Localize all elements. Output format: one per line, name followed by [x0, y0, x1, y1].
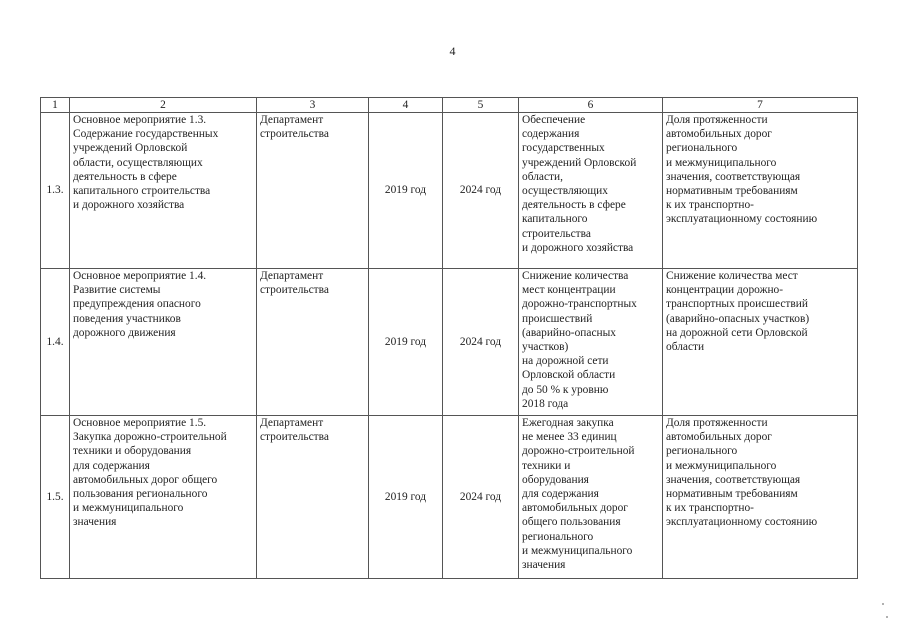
indicator-line: автомобильных дорог: [666, 431, 772, 444]
event-line: и дорожного хозяйства: [73, 199, 185, 212]
result-line: Обеспечение: [522, 114, 586, 126]
event-line: Развитие системы: [73, 284, 161, 297]
department-line: Департамент: [260, 270, 324, 282]
indicator-line: нормативным требованиям: [666, 488, 798, 501]
header-cell: 1: [41, 98, 70, 113]
event-cell: [70, 416, 257, 579]
scan-speck: [886, 616, 888, 618]
indicator-line: Доля протяженности: [666, 114, 768, 126]
event-line: и межмуниципального: [73, 502, 184, 515]
indicator-cell: [663, 269, 858, 416]
department-cell: [257, 416, 369, 579]
header-cell: 5: [443, 98, 519, 113]
result-line: на дорожной сети: [522, 355, 609, 368]
event-line: значения: [73, 516, 117, 529]
result-line: не менее 33 единиц: [522, 431, 617, 444]
event-line: автомобильных дорог общего: [73, 473, 218, 486]
result-line: государственных: [522, 142, 605, 155]
indicator-line: нормативным требованиям: [666, 185, 798, 198]
indicator-cell: [663, 113, 858, 269]
result-line: Ежегодная закупка: [522, 417, 614, 429]
indicator-line: значения, соответствующая: [666, 170, 801, 183]
header-cell: 3: [257, 98, 369, 113]
result-line: регионального: [522, 530, 594, 543]
measures-table: [40, 97, 858, 579]
indicator-line: эксплуатационному состоянию: [666, 516, 818, 529]
indicator-line: (аварийно-опасных участков): [666, 312, 810, 325]
indicator-line: регионального: [666, 445, 738, 458]
department-line: строительства: [260, 128, 329, 141]
start-year: 2019 год: [369, 269, 443, 416]
department-line: Департамент: [260, 114, 324, 126]
result-line: значения: [522, 559, 566, 572]
header-cell: 4: [369, 98, 443, 113]
event-line: пользования регионального: [73, 488, 208, 501]
result-line: происшествий: [522, 312, 593, 325]
row-number: 1.4.: [41, 269, 70, 416]
indicator-line: и межмуниципального: [666, 459, 777, 472]
indicator-line: к их транспортно-: [666, 199, 754, 212]
table-row: [41, 269, 858, 416]
indicator-line: на дорожной сети Орловской: [666, 326, 808, 339]
event-cell: [70, 269, 257, 416]
event-line: Закупка дорожно-строительной: [73, 431, 227, 444]
indicator-cell: [663, 416, 858, 579]
result-cell: [519, 269, 663, 416]
event-line: капитального строительства: [73, 185, 211, 198]
event-line: области, осуществляющих: [73, 156, 203, 169]
event-line: поведения участников: [73, 312, 181, 325]
header-cell: 2: [70, 98, 257, 113]
result-line: деятельность в сфере: [522, 199, 626, 212]
result-line: Орловской области: [522, 369, 616, 382]
indicator-line: Доля протяженности: [666, 417, 768, 429]
indicator-line: значения, соответствующая: [666, 473, 801, 486]
end-year: 2024 год: [443, 113, 519, 269]
result-line: строительства: [522, 227, 591, 240]
event-line: Основное мероприятие 1.4.: [73, 270, 207, 282]
event-line: предупреждения опасного: [73, 298, 201, 311]
table-row: [41, 113, 858, 269]
event-line: Основное мероприятие 1.3.: [73, 114, 207, 126]
scan-speck: [882, 603, 884, 605]
department-line: строительства: [260, 431, 329, 444]
event-line: деятельность в сфере: [73, 170, 177, 183]
indicator-line: к их транспортно-: [666, 502, 754, 515]
result-line: оборудования: [522, 473, 589, 486]
result-line: техники и: [522, 459, 571, 472]
indicator-line: и межмуниципального: [666, 156, 777, 169]
event-line: Основное мероприятие 1.5.: [73, 417, 207, 429]
event-line: для содержания: [73, 459, 150, 472]
start-year: 2019 год: [369, 416, 443, 579]
result-line: и межмуниципального: [522, 544, 633, 557]
indicator-line: эксплуатационному состоянию: [666, 213, 818, 226]
result-line: Снижение количества: [522, 270, 629, 282]
event-line: дорожного движения: [73, 326, 176, 339]
result-line: 2018 года: [522, 397, 569, 410]
result-cell: [519, 113, 663, 269]
row-number: 1.5.: [41, 416, 70, 579]
department-line: строительства: [260, 284, 329, 297]
indicator-line: автомобильных дорог: [666, 128, 772, 141]
indicator-line: концентрации дорожно-: [666, 284, 784, 297]
indicator-line: Снижение количества мест: [666, 270, 798, 282]
row-number: 1.3.: [41, 113, 70, 269]
result-line: (аварийно-опасных: [522, 326, 616, 339]
department-cell: [257, 269, 369, 416]
result-line: содержания: [522, 128, 580, 141]
result-line: капитального: [522, 213, 588, 226]
end-year: 2024 год: [443, 416, 519, 579]
indicator-line: области: [666, 341, 705, 354]
indicator-line: регионального: [666, 142, 738, 155]
result-line: области,: [522, 170, 563, 183]
start-year: 2019 год: [369, 113, 443, 269]
result-line: дорожно-транспортных: [522, 298, 637, 311]
table-row: [41, 416, 858, 579]
result-line: дорожно-строительной: [522, 445, 635, 458]
result-line: до 50 % к уровню: [522, 383, 609, 396]
end-year: 2024 год: [443, 269, 519, 416]
header-cell: 6: [519, 98, 663, 113]
result-line: мест концентрации: [522, 284, 616, 297]
event-line: техники и оборудования: [73, 445, 192, 458]
result-line: осуществляющих: [522, 185, 608, 198]
event-cell: [70, 113, 257, 269]
page-number: 4: [449, 44, 456, 58]
result-line: автомобильных дорог: [522, 502, 628, 515]
result-line: для содержания: [522, 488, 599, 501]
result-line: участков): [522, 341, 569, 354]
result-line: учреждений Орловской: [522, 156, 637, 169]
department-line: Департамент: [260, 417, 324, 429]
result-line: общего пользования: [522, 516, 621, 529]
header-row: [41, 98, 858, 113]
event-line: Содержание государственных: [73, 128, 219, 141]
department-cell: [257, 113, 369, 269]
result-line: и дорожного хозяйства: [522, 241, 634, 254]
event-line: учреждений Орловской: [73, 142, 188, 155]
result-cell: [519, 416, 663, 579]
header-cell: 7: [663, 98, 858, 113]
indicator-line: транспортных происшествий: [666, 298, 808, 311]
